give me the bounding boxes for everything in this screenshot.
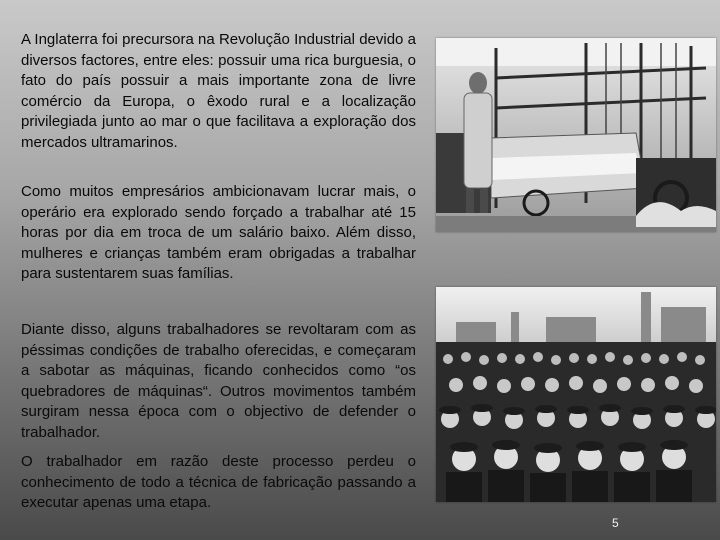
paragraph-1: A Inglaterra foi precursora na Revolução Industrial devido a diversos factores, entre eles: possuir uma rica burguesia, o fato do país possuir a mais importante zona de livre comércio da Europa, o êxodo rural e a localização privilegiada junto ao mar o que facilitava a exploração dos mercados ultramarinos.	[21, 31, 416, 151]
paragraph-2: Como muitos empresários ambicionavam lucrar mais, o operário era explorado sendo forçado a trabalhar até 15 horas por dia em troca de um salário baixo. Além disso, mulheres e crianças também eram obrigadas a trabalhar para sustentarem suas famílias.	[21, 183, 416, 283]
workers-crowd-illustration	[436, 287, 716, 502]
factory-loom-photo	[436, 38, 716, 232]
paragraph-4: O trabalhador em razão deste processo perdeu o conhecimento de todo a técnica de fabricação passando a executar apenas uma etapa.	[21, 453, 416, 512]
page-number: 5	[612, 516, 619, 530]
paragraph-3: Diante disso, alguns trabalhadores se revoltaram com as péssimas condições de trabalho oferecidas, e começaram a sabotar as máquinas, ficando conhecidos como “os quebradores de máquinas“. Outros movimentos também surgiram nessa época com o objectivo de defender o trabalhador.	[21, 321, 416, 441]
workers-crowd-photo	[436, 287, 716, 502]
factory-loom-illustration	[436, 38, 716, 232]
